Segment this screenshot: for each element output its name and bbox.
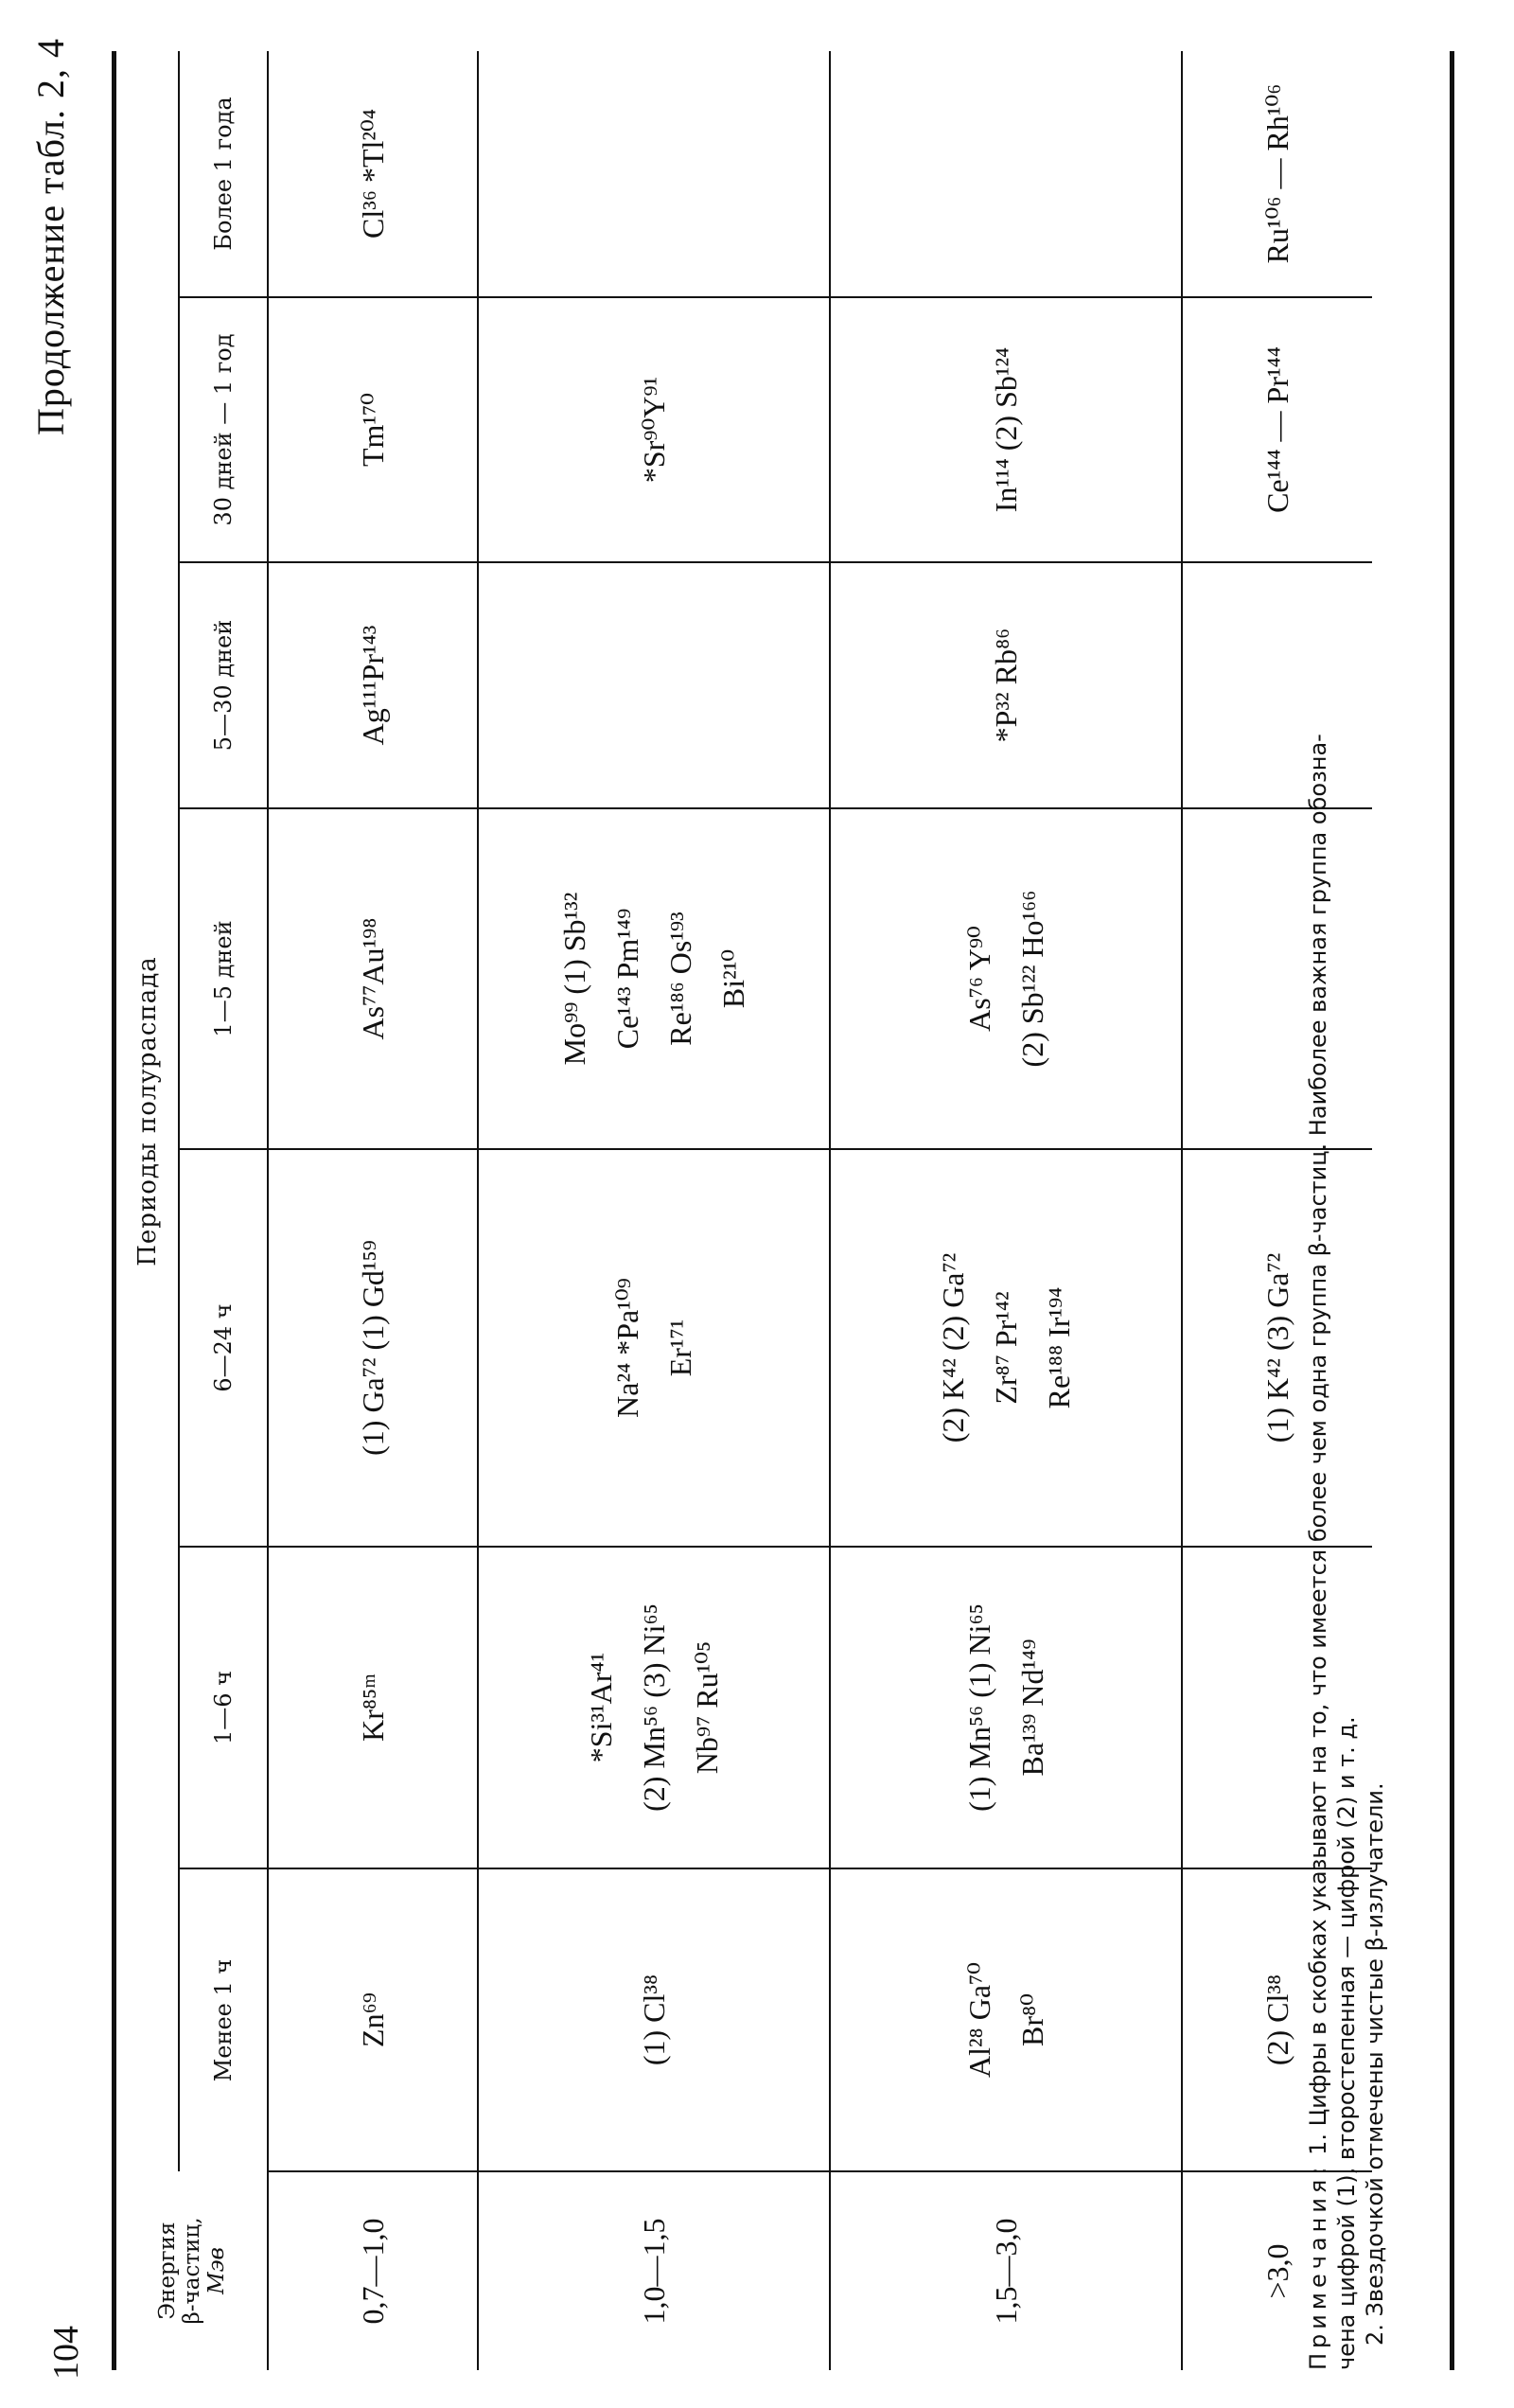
isotope-line: Bi²¹⁰: [716, 948, 750, 1009]
isotope-line: In¹¹⁴ (2) Sb¹²⁴: [989, 346, 1023, 513]
isotope-line: Cl³⁶ *Tl²⁰⁴: [356, 109, 390, 239]
isotope-line: (1) Ga⁷² (1) Gd¹⁵⁹: [356, 1240, 390, 1456]
isotope-cell: [268, 1547, 478, 1868]
isotope-cell: [478, 1149, 830, 1547]
column-header: Более 1 года: [179, 51, 268, 297]
isotope-line: *Si³¹Ar⁴¹: [584, 1652, 618, 1763]
isotope-cell: [268, 297, 478, 562]
isotope-line: Mo⁹⁹ (1) Sb¹³²: [557, 892, 591, 1066]
isotope-cell: [478, 51, 830, 297]
isotope-line: As⁷⁶ Y⁹⁰: [962, 926, 996, 1032]
half-life-table: [117, 51, 1372, 2370]
column-header: 30 дней — 1 год: [179, 297, 268, 562]
table-notes: [1304, 51, 1389, 2370]
isotope-cell: [268, 1149, 478, 1547]
energy-column-header: [117, 2171, 268, 2370]
isotope-cell: [830, 1149, 1182, 1547]
isotope-line: Er¹⁷¹: [663, 1319, 697, 1377]
isotope-line: Re¹⁸⁸ Ir¹⁹⁴: [1042, 1286, 1076, 1409]
isotope-cell: [830, 808, 1182, 1149]
isotope-line: Na²⁴ *Pa¹⁰⁹: [610, 1278, 644, 1418]
table-row: [478, 51, 830, 2370]
notes-label: Примечания:: [1305, 2162, 1331, 2370]
isotope-cell: [268, 808, 478, 1149]
isotope-line: Ba¹³⁹ Nd¹⁴⁹: [1015, 1638, 1049, 1777]
isotope-cell: [478, 297, 830, 562]
isotope-line: Zn⁶⁹: [356, 1992, 390, 2047]
column-header: 1—5 дней: [179, 808, 268, 1149]
isotope-line: Kr⁸⁵ᵐ: [356, 1673, 390, 1742]
page-number: 104: [46, 2326, 86, 2380]
periods-header: Периоды полураспада: [133, 956, 162, 1266]
note-line-3: 2. Звездочкой отмечены чистые β-излучатели.: [1362, 1782, 1388, 2346]
column-header: 6—24 ч: [179, 1149, 268, 1547]
isotope-line: (2) Cl³⁸: [1260, 1974, 1294, 2066]
isotope-line: (2) K⁴² (2) Ga⁷²: [936, 1252, 970, 1443]
isotope-cell: [830, 562, 1182, 808]
note-line-2: чена цифрой (1), второстепенная — цифрой (2) и т. д.: [1333, 1716, 1360, 2370]
bottom-rule: [1450, 51, 1454, 2370]
isotope-line: (2) Sb¹²² Ho¹⁶⁶: [1015, 890, 1049, 1068]
column-header: 5—30 дней: [179, 562, 268, 808]
isotope-line: Ag¹¹¹Pr¹⁴³: [356, 625, 390, 746]
isotope-cell: [478, 1868, 830, 2171]
isotope-line: *Sr⁹⁰Y⁹¹: [637, 376, 671, 484]
isotope-line: Ru¹⁰⁶ — Rh¹⁰⁶: [1260, 83, 1294, 264]
isotope-line: Al²⁸ Ga⁷⁰: [962, 1961, 996, 2079]
isotope-line: (1) Cl³⁸: [637, 1974, 671, 2066]
isotope-cell: [830, 1868, 1182, 2171]
isotope-line: Re¹⁸⁶ Os¹⁹³: [663, 912, 697, 1046]
isotope-line: (1) K⁴² (3) Ga⁷²: [1260, 1252, 1294, 1443]
isotope-cell: [830, 1547, 1182, 1868]
isotope-cell: [478, 562, 830, 808]
table-row: [268, 51, 478, 2370]
isotope-cell: [268, 562, 478, 808]
isotope-line: Nb⁹⁷ Ru¹⁰⁵: [690, 1640, 724, 1775]
energy-header-line: Энергия: [155, 2222, 180, 2320]
isotope-line: Ce¹⁴³ Pm¹⁴⁹: [610, 908, 644, 1050]
energy-cell: 0,7—1,0: [355, 2218, 390, 2325]
energy-cell: >3,0: [1182, 2171, 1372, 2370]
isotope-cell: [268, 51, 478, 297]
energy-header-line: β-частиц,: [180, 2217, 204, 2325]
isotope-line: As⁷⁷Au¹⁹⁸: [356, 917, 390, 1040]
isotope-line: Ce¹⁴⁴ — Pr¹⁴⁴: [1260, 346, 1294, 513]
table-continuation-title: Продолжение табл. 2, 4: [29, 38, 72, 435]
column-header: Менее 1 ч: [179, 1868, 268, 2171]
note-line-1: Примечания: 1. Цифры в скобках указывают на то, что имеется более чем одна группа β-частиц. Наиболее важная группа обозна-: [1305, 734, 1331, 2370]
isotope-cell: [268, 1868, 478, 2171]
isotope-line: *P³² Rb⁸⁶: [989, 628, 1023, 743]
isotope-line: Br⁸⁰: [1015, 1993, 1049, 2046]
isotope-cell: [478, 808, 830, 1149]
isotope-line: Zr⁸⁷ Pr¹⁴²: [989, 1291, 1023, 1405]
energy-header-line: Мэв: [204, 2247, 229, 2294]
isotope-cell: [830, 51, 1182, 297]
isotope-line: Tm¹⁷⁰: [356, 393, 390, 468]
isotope-line: (1) Mn⁵⁶ (1) Ni⁶⁵: [962, 1603, 996, 1812]
table-row: [830, 51, 1182, 2370]
isotope-cell: [478, 1547, 830, 1868]
energy-cell: 1,0—1,5: [478, 2171, 830, 2370]
isotope-line: (2) Mn⁵⁶ (3) Ni⁶⁵: [637, 1603, 671, 1812]
energy-cell: 1,5—3,0: [830, 2171, 1182, 2370]
isotope-cell: [830, 297, 1182, 562]
column-header: 1—6 ч: [179, 1547, 268, 1868]
top-rule: [112, 51, 116, 2370]
